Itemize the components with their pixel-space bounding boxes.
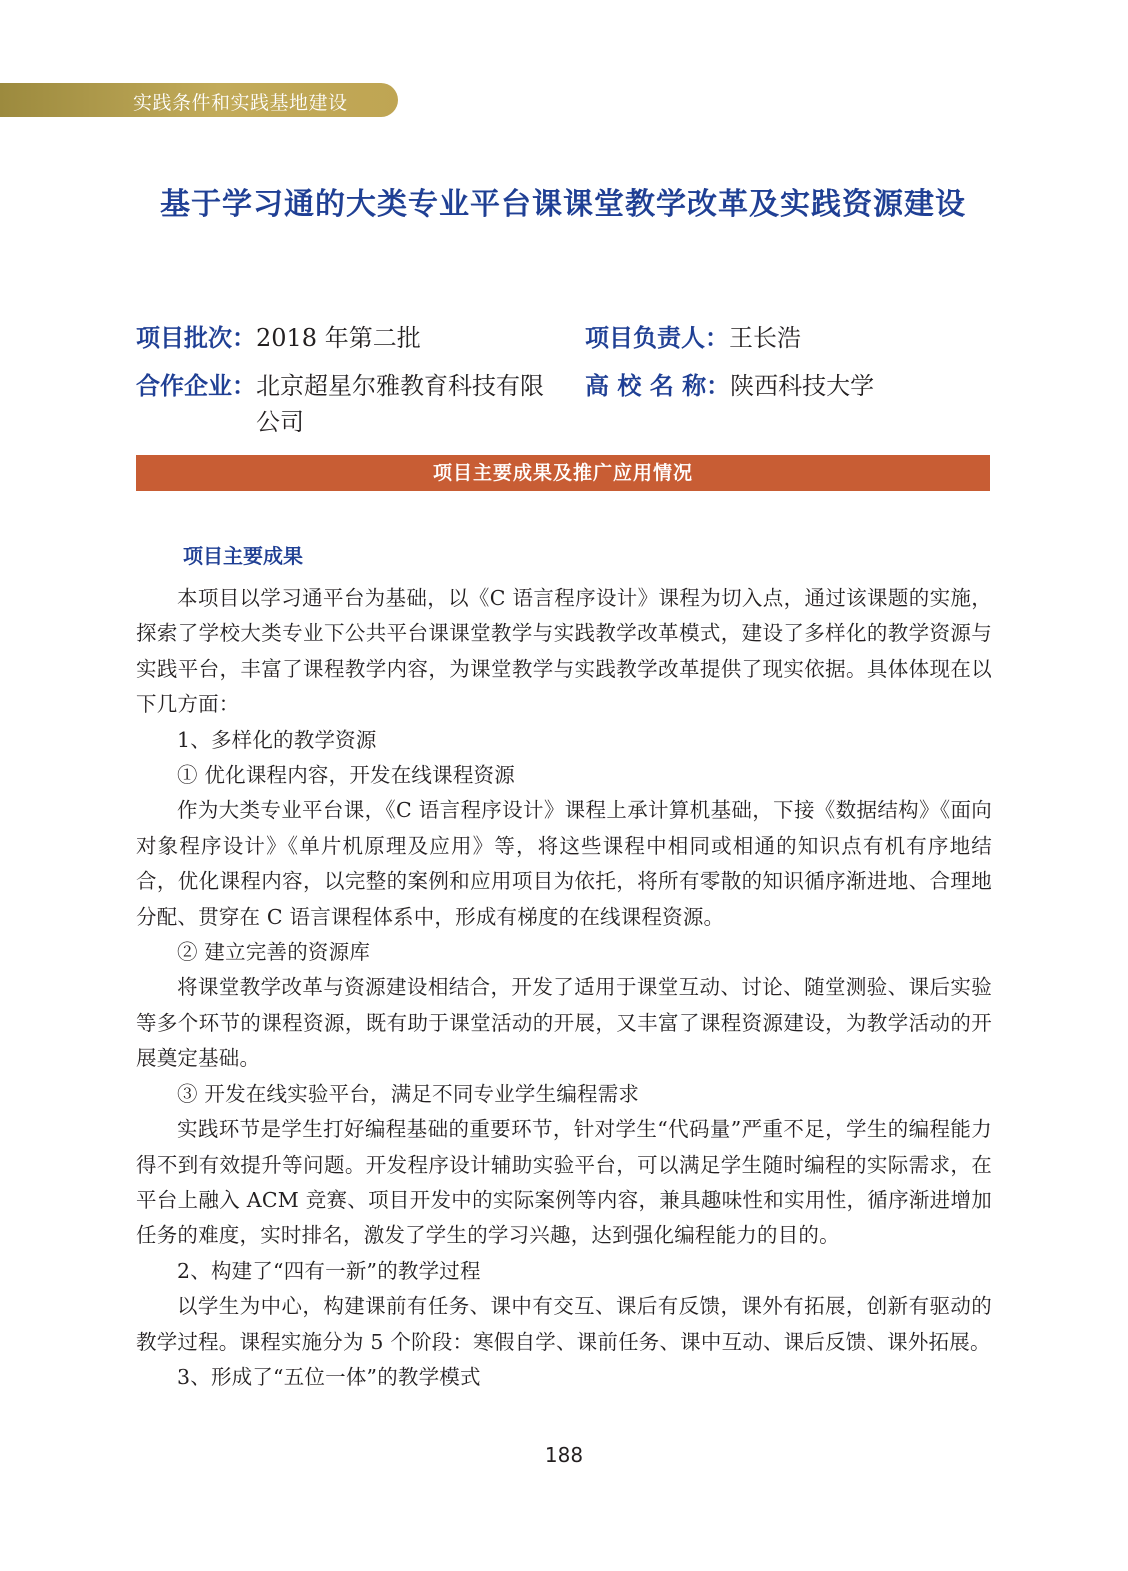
body-text (136, 581, 992, 1395)
paragraph: 1、多样化的教学资源 (177, 727, 377, 752)
batch-value: 2018 年第二批 (256, 324, 421, 352)
paragraph: 本项目以学习通平台为基础，以《C 语言程序设计》课程为切入点，通过该课题的实施，探索了学校大类专业下公共平台课课堂教学与实践教学改革模式，建设了多样化的教学资源与实践平台，丰富了课程教学内容，为课堂教学与实践教学改革提供了现实依据。具体体现在以下几方面： (136, 586, 992, 717)
leader-label: 项目负责人： (585, 324, 729, 352)
paragraph: ② 建立完善的资源库 (177, 940, 371, 965)
school-value: 陕西科技大学 (730, 372, 875, 400)
paragraph: ③ 开发在线实验平台，满足不同专业学生编程需求 (177, 1081, 640, 1106)
paragraph: 3、形成了“五位一体”的教学模式 (177, 1364, 481, 1389)
page-title: 基于学习通的大类专业平台课课堂教学改革及实践资源建设 (160, 187, 966, 222)
leader-value: 王长浩 (729, 324, 801, 352)
page-number: 188 (544, 1443, 584, 1467)
school-name (585, 368, 985, 404)
project-leader (585, 320, 985, 356)
cooperating-company (136, 368, 576, 440)
paragraph: ① 优化课程内容，开发在线课程资源 (177, 763, 515, 788)
paragraph: 将课堂教学改革与资源建设相结合，开发了适用于课堂互动、讨论、随堂测验、课后实验等多个环节的课程资源，既有助于课堂活动的开展，又丰富了课程资源建设，为教学活动的开展奠定基础。 (136, 975, 992, 1071)
batch-label: 项目批次： (136, 324, 256, 352)
paragraph: 实践环节是学生打好编程基础的重要环节，针对学生“代码量”严重不足，学生的编程能力得不到有效提升等问题。开发程序设计辅助实验平台，可以满足学生随时编程的实际需求，在平台上融入 ACM 竞赛、项目开发中的实际案例等内容，兼具趣味性和实用性，循序渐进增加任务的难度，实时排名，激发了学生的学习兴趣，达到强化编程能力的目的。 (136, 1117, 992, 1248)
subheading: 项目主要成果 (183, 544, 303, 568)
paragraph: 以学生为中心，构建课前有任务、课中有交互、课后有反馈，课外有拓展，创新有驱动的教学过程。课程实施分为 5 个阶段：寒假自学、课前任务、课中互动、课后反馈、课外拓展。 (136, 1294, 992, 1354)
company-label: 合作企业： (136, 372, 256, 400)
company-value: 北京超星尔雅教育科技有限公司 (256, 372, 544, 436)
school-label: 高 校 名 称： (585, 372, 731, 400)
paragraph: 作为大类专业平台课，《C 语言程序设计》课程上承计算机基础，下接《数据结构》《面向对象程序设计》《单片机原理及应用》等，将这些课程中相同或相通的知识点有机有序地结合，优化课程内容，以完整的案例和应用项目为依托，将所有零散的知识循序渐进地、合理地分配、贯穿在 C 语言课程体系中，形成有梯度的在线课程资源。 (136, 798, 992, 929)
section-header-bar: 项目主要成果及推广应用情况 (136, 455, 990, 491)
chapter-banner (0, 83, 398, 117)
paragraph: 2、构建了“四有一新”的教学过程 (177, 1258, 481, 1283)
project-batch (136, 320, 576, 356)
chapter-banner-text: 实践条件和实践基地建设 (133, 92, 348, 114)
